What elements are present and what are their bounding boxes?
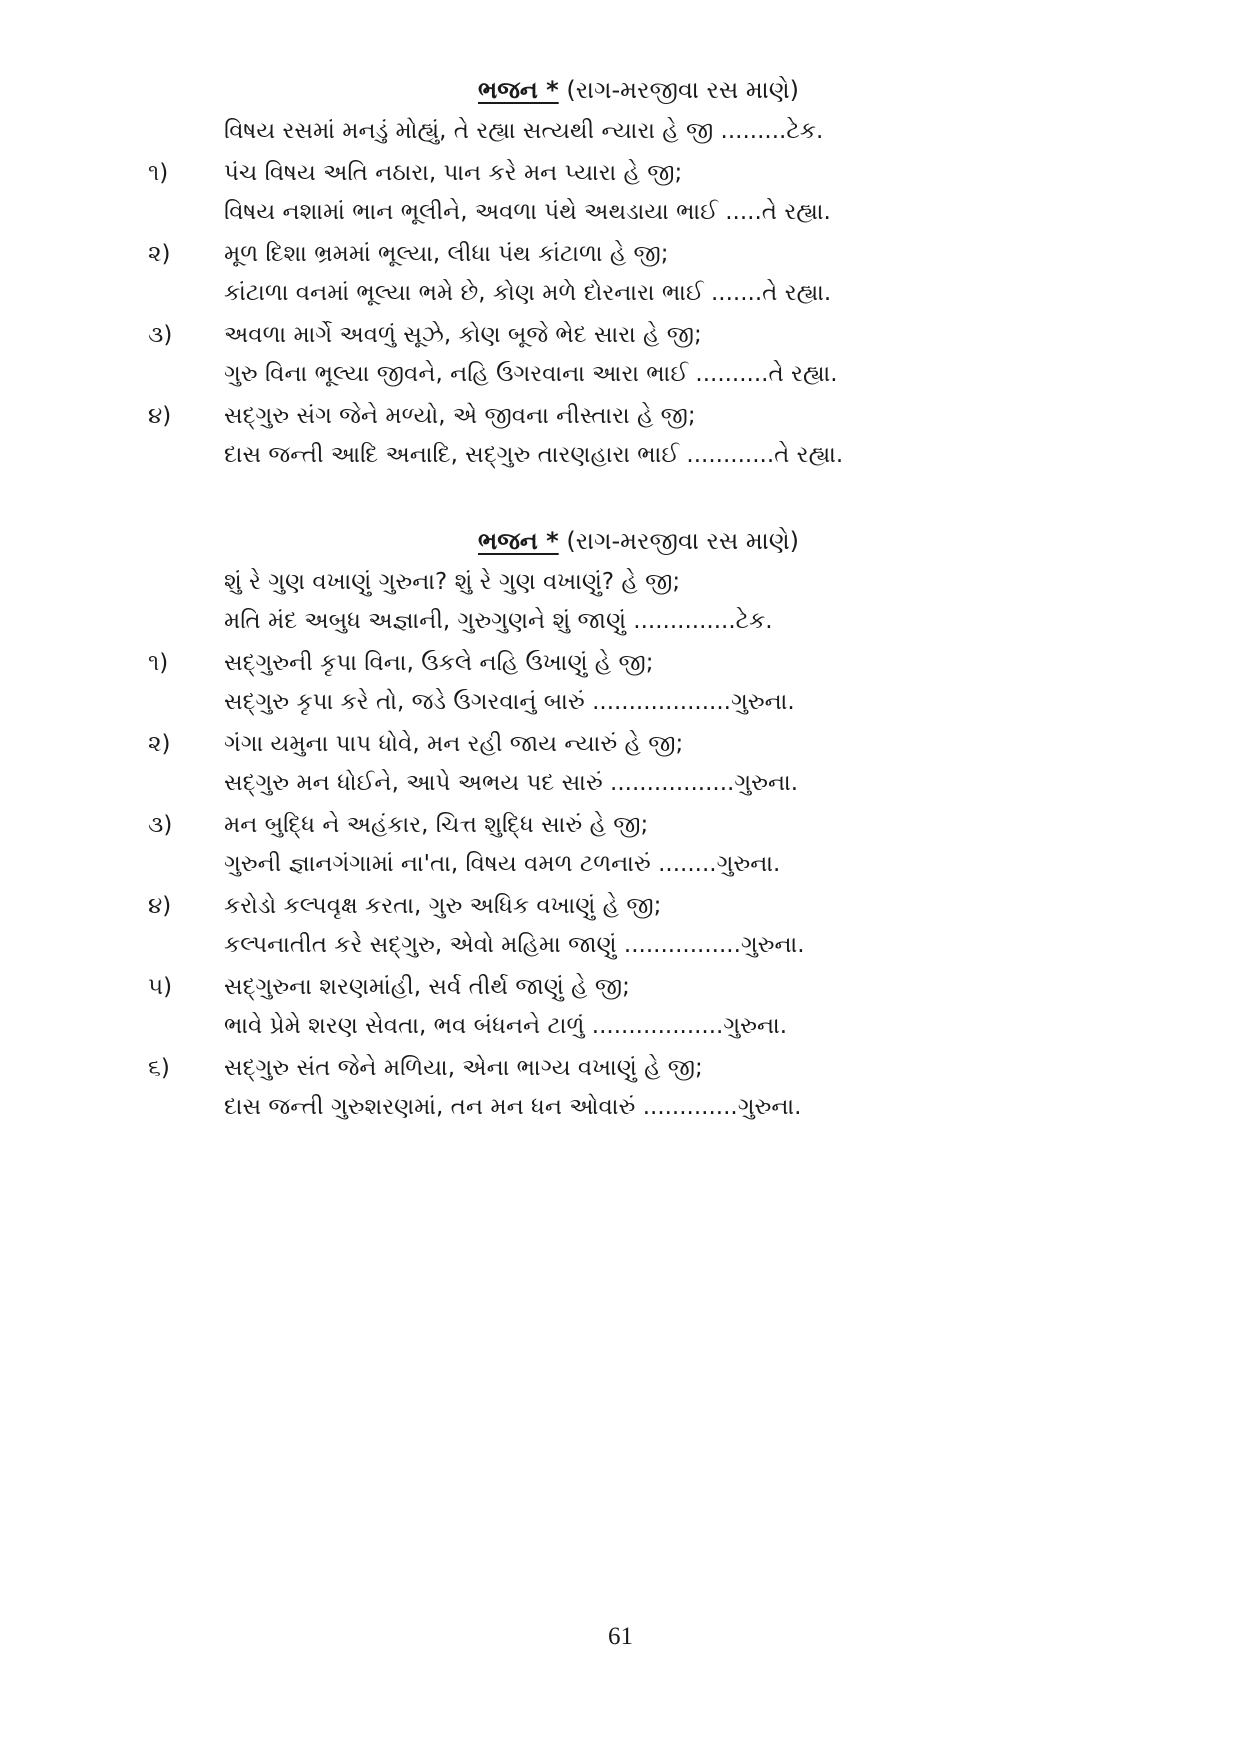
- bhajan-1-verse-2-line-2: કાંટાળા વનમાં ભૂલ્યા ભમે છે, કોણ મળે દોરનારા ભાઈ .......તે રહ્યા.: [224, 280, 832, 306]
- bhajan-2-verse-2-line-1: ગંગા યમુના પાપ ધોવે, મન રહી જાય ન્યારું હે જી;: [224, 731, 684, 757]
- bhajan-1-verse-1-line-2: વિષય નશામાં ભાન ભૂલીને, અવળા પંથે અથડાયા ભાઈ .....તે રહ્યા.: [224, 199, 831, 225]
- bhajan-2-verse-6-number: ૬): [148, 1055, 170, 1081]
- bhajan-1-verse-3-number: ૩): [148, 322, 173, 348]
- bhajan-1-verse-2-number: ૨): [148, 241, 171, 267]
- bhajan-1-raag: (રાગ-મરજીવા રસ માણે): [566, 76, 800, 104]
- bhajan-1-verse-4-line-1: સદ્ગુરુ સંગ જેને મળ્યો, એ જીવના નીસ્તારા હે જી;: [224, 403, 696, 429]
- bhajan-2-verse-4-line-2: કલ્પનાતીત કરે સદ્ગુરુ, એવો મહિમા જાણું ................ગુરુના.: [224, 932, 805, 958]
- bhajan-2-verse-3-line-2: ગુરુની જ્ઞાનગંગામાં ના'તા, વિષય વમળ ટળનારું ........ગુરુના.: [224, 851, 781, 877]
- bhajan-1-verse-3-line-2: ગુરુ વિના ભૂલ્યા જીવને, નહિ ઉગરવાના આરા ભાઈ ..........તે રહ્યા.: [224, 361, 838, 387]
- bhajan-2-verse-2-number: ૨): [148, 731, 171, 757]
- bhajan-2-raag: (રાગ-મરજીવા રસ માણે): [566, 527, 800, 555]
- bhajan-1-verse-4-line-2: દાસ જન્તી આદિ અનાદિ, સદ્ગુરુ તારણહારા ભાઈ ............તે રહ્યા.: [224, 442, 844, 468]
- page-number: 61: [608, 1623, 633, 1650]
- bhajan-1-verse-3-line-1: અવળા માર્ગે અવળું સૂઝે, કોણ બૂજે ભેદ સારા હે જી;: [224, 322, 702, 348]
- bhajan-1-verse-2-line-1: મૂળ દિશા ભ્રમમાં ભૂલ્યા, લીધા પંથ કાંટાળા હે જી;: [224, 241, 669, 267]
- bhajan-2-label: ભજન *: [478, 527, 559, 555]
- bhajan-2-verse-5-number: ૫): [148, 974, 173, 1000]
- bhajan-1-verse-4-number: ૪): [148, 403, 172, 429]
- bhajan-2-verse-1-line-1: સદ્ગુરુની કૃપા વિના, ઉકલે નહિ ઉખાણું હે જી;: [224, 650, 654, 676]
- bhajan-2-verse-6-line-1: સદ્ગુરુ સંત જેને મળિયા, એના ભાગ્ય વખાણું હે જી;: [224, 1055, 703, 1081]
- bhajan-2-heading: [478, 523, 799, 559]
- bhajan-1-refrain-line: વિષય રસમાં મનડું મોહ્યું, તે રહ્યા સત્યથી ન્યારા હે જી .........ટેક.: [224, 118, 824, 144]
- bhajan-2-verse-6-line-2: દાસ જન્તી ગુરુશરણમાં, તન મન ધન ઓવારું .............ગુરુના.: [224, 1094, 802, 1120]
- bhajan-1-label: ભજન *: [478, 76, 559, 104]
- bhajan-2-verse-5-line-1: સદ્ગુરુના શરણમાંહી, સર્વ તીર્થ જાણું હે જી;: [224, 974, 630, 1000]
- bhajan-2-verse-4-number: ૪): [148, 893, 172, 919]
- bhajan-2-verse-1-number: ૧): [148, 650, 169, 676]
- bhajan-1-verse-1-line-1: પંચ વિષય અતિ નઠારા, પાન કરે મન પ્યારા હે જી;: [224, 160, 683, 186]
- bhajan-2-verse-4-line-1: કરોડો કલ્પવૃક્ષ કરતા, ગુરુ અધિક વખાણું હે જી;: [224, 893, 662, 919]
- bhajan-2-verse-3-line-1: મન બુદ્ધિ ને અહંકાર, ચિત્ત શુદ્ધિ સારું હે જી;: [224, 812, 649, 838]
- bhajan-2-verse-1-line-2: સદ્ગુરુ કૃપા કરે તો, જડે ઉગરવાનું બારું ...................ગુરુના.: [224, 689, 795, 715]
- bhajan-1-verse-1-number: ૧): [148, 160, 169, 186]
- bhajan-2-verse-2-line-2: સદ્ગુરુ મન ધોઈને, આપે અભય પદ સારું .................ગુરુના.: [224, 770, 799, 796]
- bhajan-2-refrain-line-2: મતિ મંદ અબુધ અજ્ઞાની, ગુરુગુણને શું જાણું ..............ટેક.: [224, 608, 773, 634]
- bhajan-2-verse-3-number: ૩): [148, 812, 173, 838]
- bhajan-2-refrain-line-1: શું રે ગુણ વખાણું ગુરુના? શું રે ગુણ વખાણું? હે જી;: [224, 569, 681, 595]
- bhajan-2-verse-5-line-2: ભાવે પ્રેમે શરણ સેવતા, ભવ બંધનને ટાળું ..................ગુરુના.: [224, 1013, 788, 1039]
- bhajan-1-heading: [478, 72, 799, 108]
